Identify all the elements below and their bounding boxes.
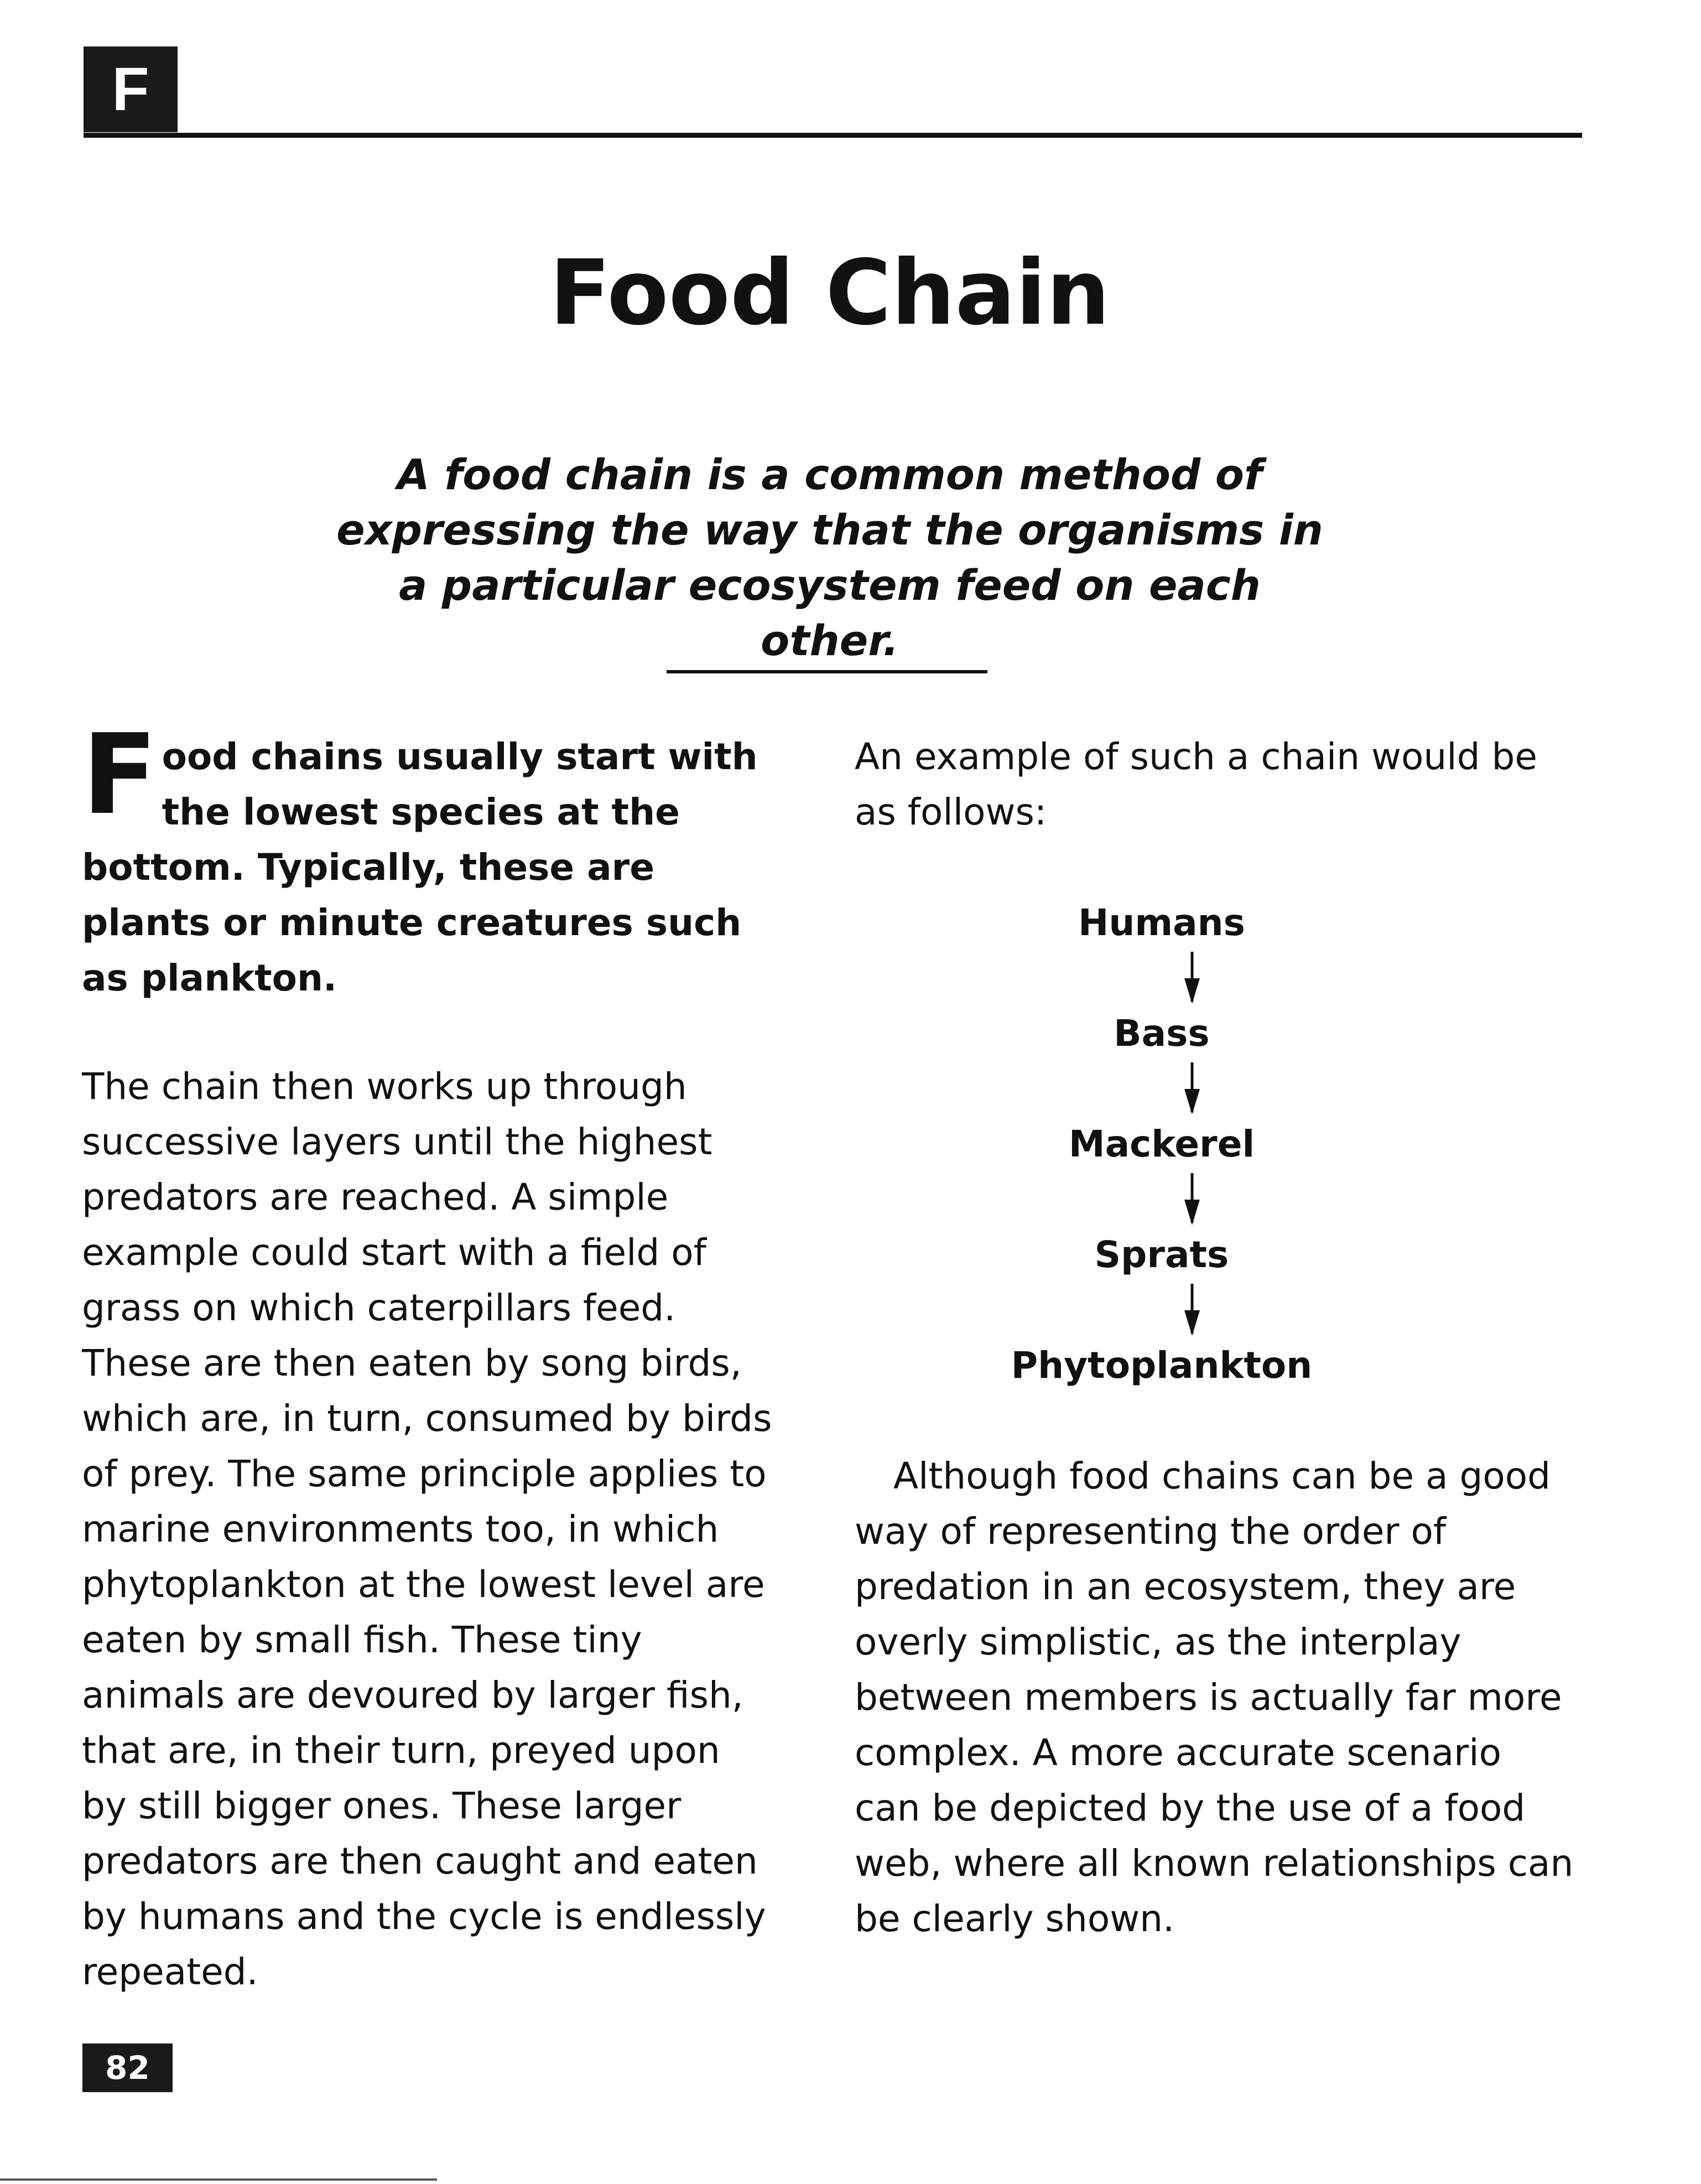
chain-item-bass: Bass <box>1114 1012 1210 1055</box>
intro-divider <box>667 670 987 673</box>
left-column <box>82 710 773 2000</box>
example-intro: An example of such a chain would be as follows: <box>855 735 1537 833</box>
body-paragraph: The chain then works up through successive layers until the highest predators are reached. A simple example could start with a field of grass on which caterpillars feed. These are then eaten by song birds, which are, in turn, consumed by birds of prey. The same principle applies to marine environments too, in which phytoplankton at the lowest level are eaten by small fish. These tiny animals are devoured by larger fish, that are, in their turn, preyed upon by still bigger ones. These larger predators are then caught and eaten by humans and the cycle is endlessly repeated. <box>82 1065 772 1993</box>
intro-text: A food chain is a common method of expressing the way that the organisms in a particular ecosystem feed on each other. <box>336 450 1323 665</box>
page-title: Food Chain <box>549 241 1110 345</box>
down-arrow-icon <box>1175 1283 1209 1338</box>
footer-rule <box>0 2178 437 2181</box>
chain-arrow <box>855 1283 1574 1338</box>
down-arrow-icon <box>1175 1061 1209 1117</box>
chain-item-sprats: Sprats <box>1094 1233 1229 1276</box>
chain-item-humans: Humans <box>1078 901 1245 944</box>
lead-text: ood chains usually start with the lowest species at the bottom. Typically, these are plants or minute creatures such as plankton. <box>82 735 758 999</box>
chain-arrow <box>855 1061 1574 1117</box>
right-column <box>855 729 1574 1940</box>
lead-paragraph <box>82 710 773 1006</box>
down-arrow-icon <box>1175 1172 1209 1227</box>
closing-paragraph: Although food chains can be a good way of representing the order of predation in an ecosystem, they are overly simplistic, as the interplay between members is actually far more complex. A more accurate scenario can be depicted by the use of a food web, where all known relationships can be clearly shown. <box>855 1455 1574 1940</box>
section-letter-tab: F <box>84 46 178 132</box>
header-rule <box>84 133 1582 138</box>
chain-arrow <box>855 1172 1574 1227</box>
food-chain-list <box>855 895 1574 1393</box>
down-arrow-icon <box>1175 951 1209 1006</box>
chain-item-phytoplankton: Phytoplankton <box>1011 1344 1313 1387</box>
page-number: 82 <box>82 2043 173 2092</box>
chain-item-mackerel: Mackerel <box>1068 1123 1255 1165</box>
drop-cap: F <box>82 710 158 839</box>
chain-arrow <box>855 951 1574 1006</box>
